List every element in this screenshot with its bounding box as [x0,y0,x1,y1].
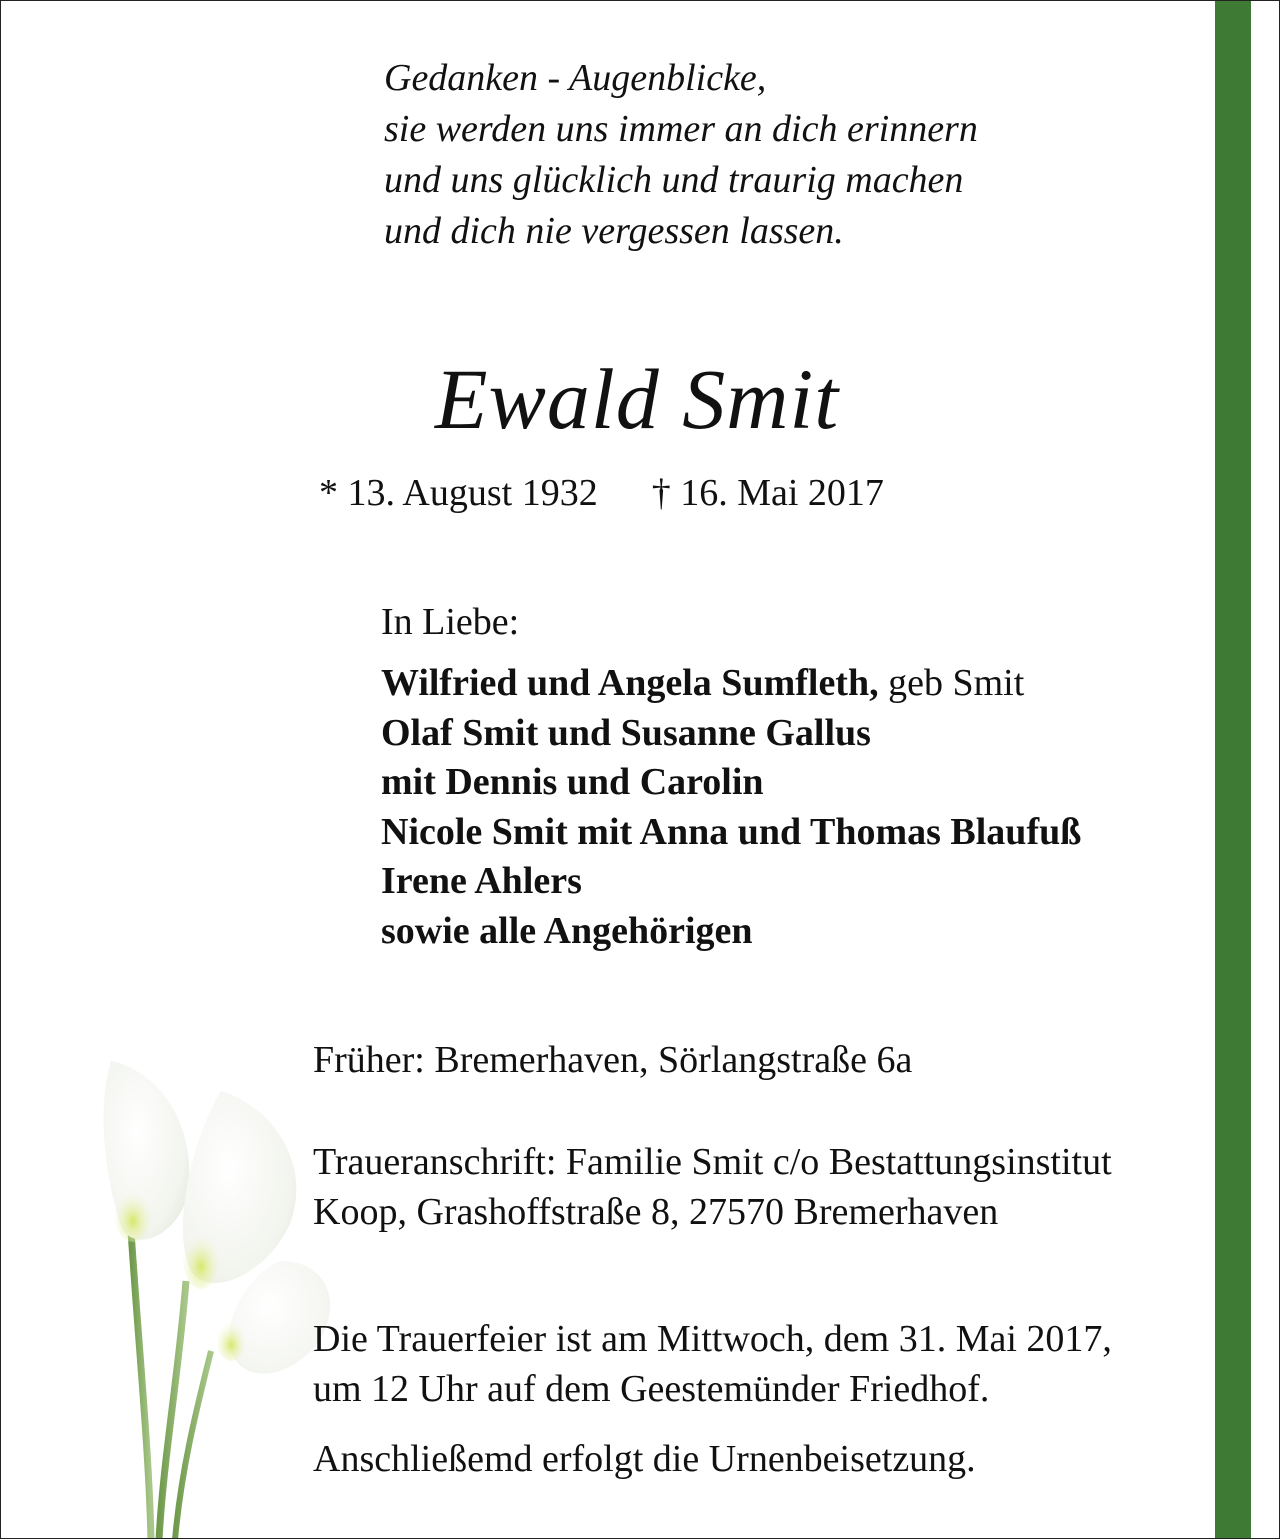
ceremony-info [313,1314,1112,1414]
mourner-line [381,659,1081,709]
poem-line: Gedanken - Augenblicke, [384,57,767,99]
birth-date: * 13. August 1932 [319,472,598,514]
in-love-label: In Liebe: [381,601,520,643]
death-date: † 16. Mai 2017 [651,472,884,514]
mourning-address [313,1137,1112,1237]
memorial-poem [384,53,978,257]
deceased-name: Ewald Smit [435,351,840,447]
mourner-line: Nicole Smit mit Anna und Thomas Blaufuß [381,810,1082,853]
ceremony-line: um 12 Uhr auf dem Geestemünder Friedhof. [313,1368,990,1410]
mourner-line: mit Dennis und Carolin [381,761,764,803]
burial-info: Anschließemd erfolgt die Urnenbeisetzung. [313,1438,976,1480]
life-dates [319,468,884,518]
poem-line: und uns glücklich und traurig machen [384,159,964,201]
mourning-address-line: Traueranschrift: Familie Smit c/o Bestattungsinstitut [313,1141,1112,1183]
mourners-list [381,659,1081,956]
mourner-suffix: geb Smit [878,662,1025,704]
mourner-line: Olaf Smit und Susanne Gallus [381,711,871,754]
mourner-names: Wilfried und Angela Sumfleth, [381,662,879,704]
poem-line: sie werden uns immer an dich erinnern [384,108,978,150]
former-address: Früher: Bremerhaven, Sörlangstraße 6a [313,1039,913,1081]
calla-lily-icon [91,1051,351,1539]
ceremony-line: Die Trauerfeier ist am Mittwoch, dem 31. Mai 2017, [313,1318,1112,1360]
green-border-stripe [1215,1,1251,1538]
poem-line: und dich nie vergessen lassen. [384,210,844,252]
mourner-line: Irene Ahlers [381,860,582,902]
mourning-address-line: Koop, Grashoffstraße 8, 27570 Bremerhaven [313,1191,999,1233]
mourner-line: sowie alle Angehörigen [381,909,753,952]
